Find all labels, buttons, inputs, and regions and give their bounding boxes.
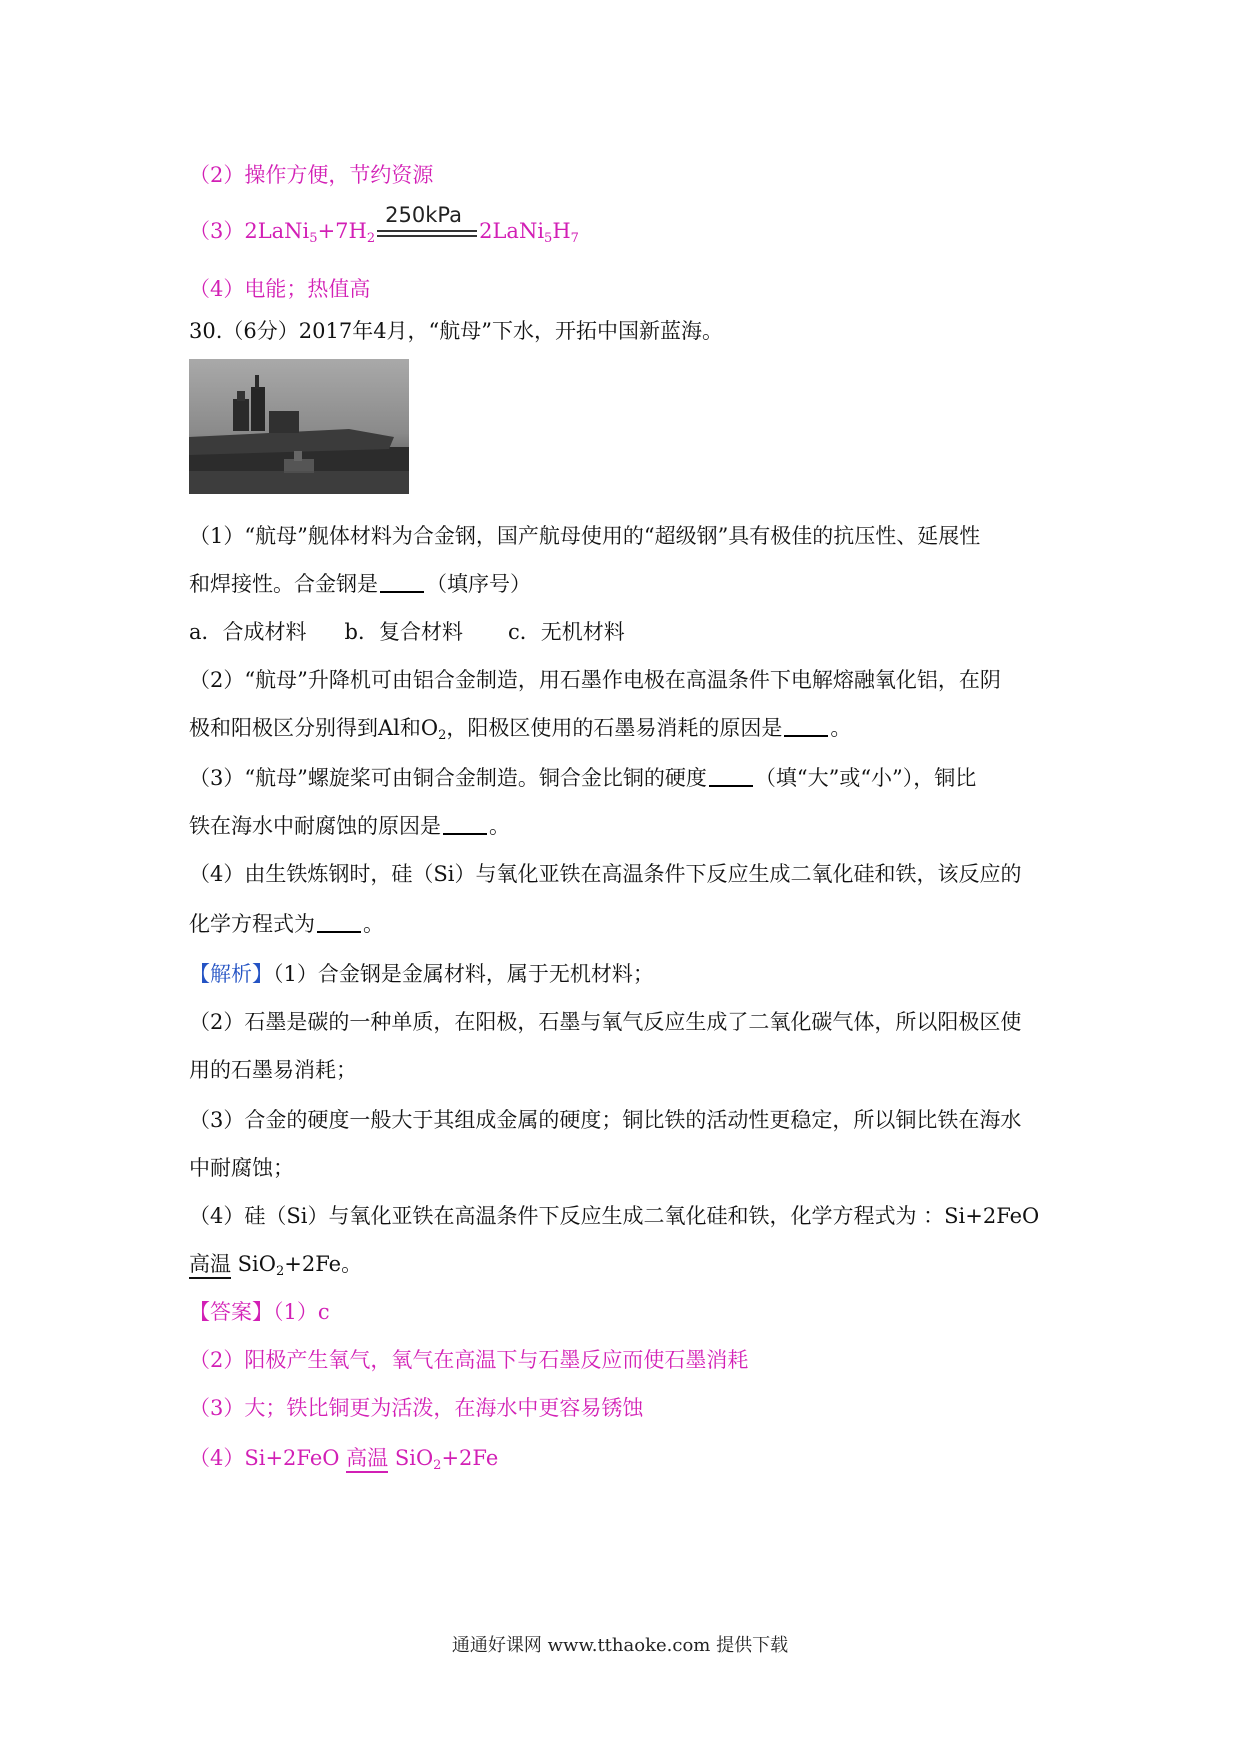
analysis-4-line-2: 高温 SiO$_2$+2Fe。 bbox=[189, 1252, 363, 1279]
option-b: b．复合材料 bbox=[344, 620, 463, 644]
analysis-2-line-1: （2）石墨是碳的一种单质，在阳极，石墨与氧气反应生成了二氧化碳气体，所以阳极区使 bbox=[189, 1010, 1022, 1034]
q1-line-2: 和焊接性。合金钢是 （填序号） bbox=[189, 572, 531, 596]
answer-blank-4 bbox=[443, 813, 487, 835]
answer-4: （4）Si+2FeO 高温 SiO$_2$+2Fe bbox=[189, 1446, 499, 1473]
analysis-3-line-2: 中耐腐蚀； bbox=[189, 1156, 294, 1180]
q4-line-2: 化学方程式为 。 bbox=[189, 912, 384, 936]
prev-answer-3: $(3)2LaNi_5+7H_2$ 250kPa $2LaNi_5H_7$ bbox=[189, 216, 579, 246]
answer-blank-1 bbox=[380, 571, 424, 593]
reaction-condition-arrow bbox=[377, 203, 477, 246]
q4-line-1: （4）由生铁炼钢时，硅（Si）与氧化亚铁在高温条件下反应生成二氧化硅和铁，该反应的 bbox=[189, 862, 1022, 886]
answer-high-temp-condition: 高温 bbox=[346, 1446, 388, 1473]
answer-3: （3）大；铁比铜更为活泼，在海水中更容易锈蚀 bbox=[189, 1396, 644, 1420]
answer-1: 【答案】（1）c bbox=[189, 1300, 330, 1324]
prev-answer-2: （2）操作方便，节约资源 bbox=[189, 163, 434, 187]
q2-line-1: （2）“航母”升降机可由铝合金制造，用石墨作电极在高温条件下电解熔融氧化铝，在阴 bbox=[189, 668, 1001, 692]
q1-line-1: （1）“航母”舰体材料为合金钢，国产航母使用的“超级钢”具有极佳的抗压性、延展性 bbox=[189, 524, 981, 548]
analysis-3-line-1: （3）合金的硬度一般大于其组成金属的硬度；铜比铁的活动性更稳定，所以铜比铁在海水 bbox=[189, 1108, 1022, 1132]
analysis-tag: 【解析】 bbox=[189, 962, 273, 986]
pressure-condition: 250kPa bbox=[385, 203, 462, 227]
page-footer: 通通好课网 www.tthaoke.com 提供下载 bbox=[451, 1635, 789, 1656]
analysis-1: 【解析】（1）合金钢是金属材料，属于无机材料； bbox=[189, 962, 654, 986]
analysis-4-line-1: （4）硅（Si）与氧化亚铁在高温条件下反应生成二氧化硅和铁，化学方程式为 ：Si+2FeO bbox=[189, 1204, 1040, 1228]
option-a: a．合成材料 bbox=[189, 620, 307, 644]
prev-answer-4: （4）电能；热值高 bbox=[189, 277, 371, 301]
answer-2: （2）阳极产生氧气，氧气在高温下与石墨反应而使石墨消耗 bbox=[189, 1348, 749, 1372]
answer-tag: 【答案】 bbox=[189, 1300, 273, 1324]
q2-line-2: 极和阳极区分别得到Al和$O_2$，阳极区使用的石墨易消耗的原因是 。 bbox=[189, 716, 852, 743]
option-c: c．无机材料 bbox=[507, 620, 625, 644]
analysis-2-line-2: 用的石墨易消耗； bbox=[189, 1058, 357, 1082]
answer-blank-2 bbox=[784, 715, 828, 737]
question-header: 30.（6分）2017年4月，“航母”下水，开拓中国新蓝海。 bbox=[189, 319, 724, 343]
q3-line-2: 铁在海水中耐腐蚀的原因是 。 bbox=[189, 814, 510, 838]
q1-options bbox=[189, 617, 625, 647]
answer-blank-5 bbox=[317, 911, 361, 933]
q3-line-1: （3）“航母”螺旋桨可由铜合金制造。铜合金比铜的硬度 （填“大”或“小”），铜比 bbox=[189, 766, 977, 790]
high-temp-condition: 高温 bbox=[189, 1252, 231, 1279]
answer-blank-3 bbox=[709, 765, 753, 787]
aircraft-carrier-photo bbox=[189, 359, 409, 494]
